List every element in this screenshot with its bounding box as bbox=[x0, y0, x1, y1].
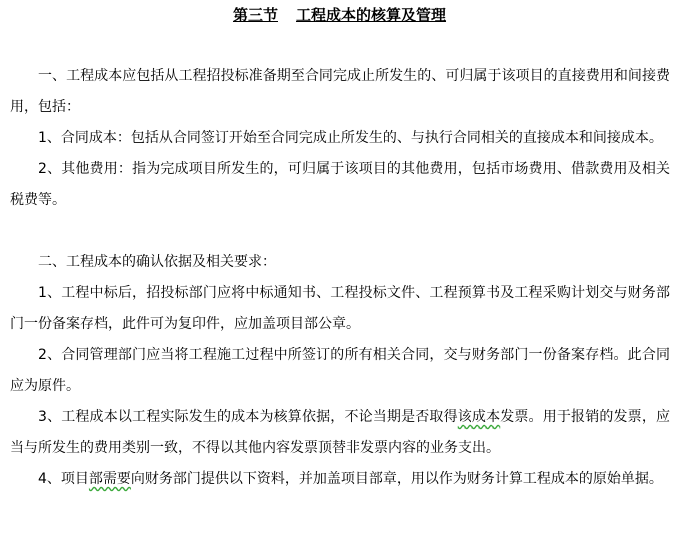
text-segment: 3、工程成本以工程实际发生的成本为核算依据，不论当期是否取得 bbox=[38, 409, 458, 425]
spellcheck-marked-text: 该成本 bbox=[457, 409, 501, 425]
section1-item1: 1、合同成本：包括从合同签订开始至合同完成止所发生的、与执行合同相关的直接成本和间接成本。 bbox=[38, 130, 663, 146]
section2-item1: 1、工程中标后，招投标部门应将中标通知书、工程投标文件、工程预算书及工程采购计划交与财务部门一份备案存档，此件可为复印件，应加盖项目部公章。 bbox=[10, 285, 670, 332]
section1-item2: 2、其他费用：指为完成项目所发生的，可归属于该项目的其他费用，包括市场费用、借款费用及相关税费等。 bbox=[10, 161, 670, 208]
document-body bbox=[10, 61, 670, 495]
section2-item2: 2、合同管理部门应当将工程施工过程中所签订的所有相关合同，交与财务部门一份备案存档。此合同应为原件。 bbox=[10, 347, 670, 394]
section-title bbox=[0, 4, 679, 26]
spellcheck-marked-text: 部需要 bbox=[88, 471, 131, 487]
text-segment: 4、项目 bbox=[38, 471, 89, 487]
text-segment: 向财务部门提供以下资料，并加盖项目部章，用以作为财务计算工程成本的原始单据。 bbox=[130, 471, 663, 487]
section-name: 工程成本的核算及管理 bbox=[296, 6, 447, 24]
blank-line bbox=[10, 216, 670, 247]
section-number: 第三节 bbox=[232, 6, 278, 24]
section1-heading: 一、工程成本应包括从工程招投标准备期至合同完成止所发生的、可归属于该项目的直接费用和间接费用，包括： bbox=[10, 68, 670, 115]
section2-item4 bbox=[10, 464, 670, 495]
section2-item3 bbox=[10, 402, 670, 464]
section2-heading: 二、工程成本的确认依据及相关要求： bbox=[38, 254, 276, 270]
text-segment: 发票。用于报销的发票，应当与所发生的费用类别一致，不得以其他内容发票顶替非发票内容的业务支出。 bbox=[10, 409, 671, 456]
